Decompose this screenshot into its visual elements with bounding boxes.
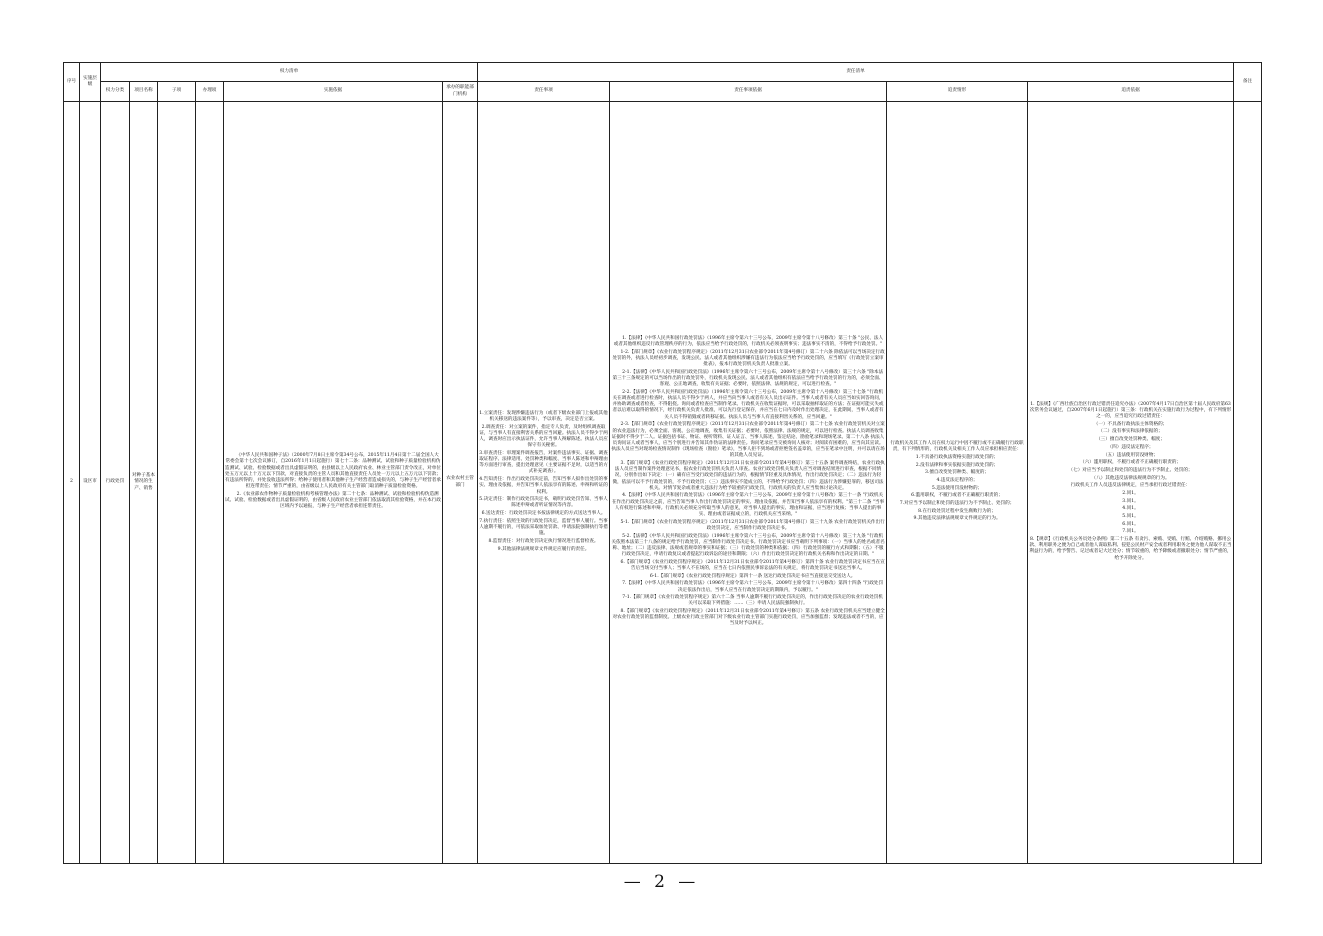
duty-basis-paragraph: 8.【部门规章】《农业行政处罚程序规定》（2011年12月31日农业部令2011年第4号修订）第五条 农业行政处罚机关应当建立健全对农业行政处罚的监督制度。上级农业行政主管部门对下级农业行政主管部门实施行政处罚，应当加强监督；发现违法或者不当的，应当及时予以纠正。 <box>612 609 885 627</box>
cell-item-name: 对种子基本情况的生产、销售 <box>130 102 158 864</box>
header-level: 实施层级 <box>80 63 101 102</box>
cell-sub-item <box>158 102 196 864</box>
accountability-item: 7.对应当予以制止和处罚的违法行为不予制止、处罚的； <box>899 500 1015 506</box>
accountability-basis-item: （七）对应当予以制止和处罚的违法行为不予制止、处罚的； <box>1068 467 1193 473</box>
duty-basis-paragraph: 7-1.【部门规章】《农业行政处罚程序规定》第六十二条 当事人逾期不履行行政处罚决定的，作出行政处罚决定的农业行政处罚机关可以采取下列措施：……（三）申请人民法院强制执行。 <box>622 595 883 607</box>
accountability-item: 2.没有法律和事实依据实施行政处罚的； <box>915 462 999 468</box>
accountability-basis-item: 4.同1。 <box>1122 506 1139 512</box>
basis-paragraph: 2.《农业部农作物种子质量检验机构考核管理办法》第二十七条：品种测试、试验和检验机构伪造测试、试验、检验数据或者出具虚假证明的，由省级人民政府农业主管部门依法取消其检验资格，并在本行政区域内予以通报，与种子生产经营者承担连带责任。 <box>225 491 441 510</box>
accountability-item: 8.在行政处罚过程中发生腐败行为的； <box>918 508 996 514</box>
duty-item: 3.审查责任：审理案件调查报告，对案件违法事实、证据、调查取证程序、法律适用、处罚种类和幅度、当事人陈述和申辩理由等方面进行审查，提出处理意见（主要证据不足时，以适当的方式补充调查）。 <box>479 450 608 475</box>
duty-basis-paragraph: 5-1.【部门规章】《农业行政处罚程序规定》（2011年12月31日农业部令2011年第4号修订）第三十九条 农业行政处罚机关作出行政处罚决定，应当制作行政处罚决定书。 <box>620 519 885 531</box>
header-dept: 承办的职能部门机构 <box>443 82 478 102</box>
basis-paragraph: 《中华人民共和国种子法》（2000年7月8日主席令第34号公布，2015年11月4日第十二届全国人大常委会第十七次会议修订，自2016年1月1日起施行）第七十二条：品种测试、试验和种子质量检验机构伪造测试、试验、检验数据或者出具虚假证明的，由县级以上人民政府农业、林业主管部门责令改正，对单位处五万元以上十万元以下罚款，对直接负责的主管人员和其他直接责任人员处一万元以上五万元以下罚款；有违法所得的，并处没收违法所得；给种子使用者和其他种子生产经营者造成损失的，与种子生产经营者承担连带责任；情节严重的，由省级以上人民政府有关主管部门取消种子质量检验资格。 <box>225 453 441 490</box>
header-remark: 备注 <box>1234 63 1262 102</box>
header-power-list: 权力清单 <box>101 63 478 82</box>
header-handling-item: 办理项 <box>196 82 224 102</box>
accountability-basis-item: （五）违法使用罚没财物； <box>1102 452 1159 458</box>
duty-item: 6.送达责任：行政处罚决定书按法律规定的方式送达当事人。 <box>481 511 606 517</box>
cell-duties <box>478 102 610 864</box>
cell-accountability-basis <box>1028 102 1234 864</box>
duty-item: 1.立案责任：发现涉嫌违法行为（或者下级农业部门上报或其他机关移送的违法案件等），予以审查，决定是否立案。 <box>479 410 608 422</box>
accountability-basis-item: （六）滥用职权，不履行或者不正确履行职责的； <box>1079 460 1182 466</box>
header-sub-item: 子项 <box>158 82 196 102</box>
accountability-item: 6.滥用职权，不履行或者不正确履行职责的； <box>911 493 1003 499</box>
header-power-category: 权力分类 <box>101 82 130 102</box>
duty-basis-paragraph: 1.【法律】《中华人民共和国行政处罚法》（1996年主席令第六十三号公布，2009年主席令第十八号修改）第三十条 "公民、法人或者其他组织违反行政管理秩序的行为，依法应当给予行政处罚的，行政机关必须查明事实；违法事实不清的，不得给予行政处罚。" <box>613 335 884 348</box>
duty-basis-paragraph: 1-2.【部门规章】《农业行政处罚程序规定》（2011年12月31日农业部令2011年第4号修订）第二十六条 除依法可以当场决定行政处罚的外，执法人员经初步调查，发现公民、法人或者其他组织涉嫌有违法行为依法应当给予行政处罚的，应当填写《行政处罚立案审批表》，报本行政处罚机关负责人批准立案。 <box>612 349 885 368</box>
duty-item: 8.监督责任：对行政处罚决定执行情况进行监督检查。 <box>488 538 599 544</box>
header-duties: 责任事项 <box>478 82 610 102</box>
duty-item: 9.其他法律法规规章文件规定应履行的责任。 <box>497 546 590 552</box>
accountability-basis-item: （八）其他违反法律法规规章的行为。 <box>1091 475 1170 481</box>
duty-basis-paragraph: 4.【法律】《中华人民共和国行政处罚法》（1996年主席令第六十三号公布，2009年主席令第十八号修改）第三十一条 "行政机关在作出行政处罚决定之前，应当告知当事人作出行政处罚决定的事实、理由及依据，并告知当事人依法享有的权利。"第三十二条 "当事人有权进行陈述和申辩。行政机关必须充分听取当事人的意见，对当事人提出的事实、理由和证据，应当进行复核；当事人提出的事实、理由或者证据成立的，行政机关应当采纳。" <box>611 493 885 517</box>
accountability-item: 1.不具备行政执法资格实施行政处罚的； <box>915 454 999 460</box>
cell-power-category: 行政处罚 <box>101 102 130 864</box>
cell-level: 设区市 <box>80 102 101 864</box>
accountability-basis-item: 6.同1。 <box>1122 521 1139 527</box>
header-seq: 序号 <box>64 63 80 102</box>
header-duty-list: 责任清单 <box>478 63 1234 82</box>
accountability-basis-item: 3.同1。 <box>1122 498 1139 504</box>
accountability-item: 9.其他违反法律法规规章文件规定的行为。 <box>913 516 1001 522</box>
duty-item: 7.执行责任：依照生效的行政处罚决定，监督当事人履行。当事人逾期不履行的，可依法采取加处罚款、申请法院强制执行等措施。 <box>479 518 608 537</box>
page-number: — 2 — <box>623 872 700 892</box>
header-duty-basis: 责任事项依据 <box>610 82 887 102</box>
header-item-name: 项目名称 <box>130 82 158 102</box>
power-duty-table <box>63 62 1262 864</box>
duty-item: 2.调查责任：对立案的案件，指定专人负责，及时组织调查取证，与当事人有直接利害关系的应当回避。执法人员不得少于两人，调查时应出示执法证件，允许当事人辩解陈述。执法人员应保守有关秘密。 <box>479 424 608 449</box>
accountability-basis-item: 8.【规章】《行政机关公务员处分条例》第二十五条 有贪污、索贿、受贿、行贿、介绍贿赂、挪用公款、利用职务之便为自己或者他人谋取私利、侵犯公民财产安全或者利用职务之便为他人谋取不正当利益行为的，给予警告、记过或者记大过处分；情节较重的，给予降级或者撤职处分；情节严重的，给予开除处分。 <box>1029 537 1232 561</box>
cell-remark <box>1234 102 1262 864</box>
cell-accountability <box>887 102 1028 864</box>
cell-handling-item <box>196 102 224 864</box>
duty-basis-paragraph: 5-2.【法律】《中华人民共和国行政处罚法》（1996年主席令第六十三号公布，2009年主席令第十八号修改）第三十九条 "行政机关依照本法第三十八条的规定给予行政处罚，应当制作行政处罚决定书。行政处罚决定书应当载明下列事项：（一）当事人的姓名或者名称、地址；（二）违反法律、法规或者规章的事实和证据；（三）行政处罚的种类和依据；（四）行政处罚的履行方式和期限；（五）不服行政处罚决定，申请行政复议或者提起行政诉讼的途径和期限；（六）作出行政处罚决定的行政机关名称和作出决定的日期。" <box>611 533 885 558</box>
accountability-basis-item: 1.【法规】《广西壮族自治区行政过错责任追究办法》（2007年4月17日自治区第十届人民政府第63次常务会议通过，自2007年6月1日起施行）第三条：行政机关在实施行政行为过程中，有下列情形之一的，应当追究行政过错责任： <box>1029 401 1232 420</box>
header-basis: 实施依据 <box>224 82 443 102</box>
accountability-basis-item: 2.同1。 <box>1122 490 1139 496</box>
accountability-basis-item: （四）违反法定程序； <box>1107 444 1154 450</box>
accountability-basis-item: 7.同1。 <box>1122 529 1139 535</box>
accountability-item: 5.违法使用罚没财物的； <box>931 485 983 491</box>
accountability-item: 3.擅自改变处罚种类、幅度的； <box>924 470 990 476</box>
accountability-item: 4.违反法定程序的； <box>936 477 978 483</box>
table-row <box>64 102 1262 864</box>
cell-duty-basis <box>610 102 887 864</box>
cell-seq: 2 <box>64 102 80 864</box>
cell-dept: 农业农村主管部门 <box>443 102 478 864</box>
accountability-basis-item: （二）没有事实和法律依据的； <box>1098 429 1163 435</box>
accountability-basis-item: （一）不具备行政执法主体资格的； <box>1093 421 1168 427</box>
duty-item: 5.决定责任：制作行政处罚决定书，载明行政处罚告知、当事人陈述申辩或者听证情况等内容。 <box>479 497 608 509</box>
duty-basis-paragraph: 2-3.【部门规章】《农业行政处罚程序规定》（2011年12月31日农业部令2011年第4号修订）第二十七条 农业行政处罚机关对立案的农业违法行为，必须全面、客观、公正地调查，收集有关证据；必要时，依照法律、法规的规定，可以进行检查。执法人员调查收集证据时不得少于二人。证据包括书证、物证、视听资料、证人证言、当事人陈述、鉴定结论、勘验笔录和现场笔录。第二十八条 执法人员询问证人或者当事人，应当个别进行并告知其作伪证的法律责任。询问笔录应当交被询问人核对；对阅读有困难的，应当向其宣读。执法人员应当对现场检查情况制作《现场检查（勘验）笔录》，当事人拒不到场或者拒绝签名盖章的，应当在笔录中注明，并可以请在场的其他人员见证。 <box>611 422 885 459</box>
header-accountability-basis: 追责依据 <box>1028 82 1234 102</box>
duty-basis-paragraph: 7.【法律】《中华人民共和国行政处罚法》（1996年主席令第六十三号公布，2009年主席令第十八号修改）第四十四条 "行政处罚决定依法作出后，当事人应当在行政处罚决定的期限内，予以履行。" <box>622 581 884 593</box>
duty-basis-paragraph: 6-1.【部门规章】《农业行政处罚程序规定》第四十一条 送达行政处罚决定书应当直接送交受送达人。 <box>649 573 856 579</box>
duty-basis-paragraph: 2-2.【法律】《中华人民共和国行政处罚法》（1996年主席令第六十三号公布，2009年主席令第十八号修改）第三十七条 "行政机关在调查或者进行检查时，执法人员不得少于两人，并应当向当事人或者有关人员出示证件。当事人或者有关人员应当如实回答询问，并协助调查或者检查，不得阻挠。询问或者检查应当制作笔录。行政机关在收集证据时，可以采取抽样取证的方法；在证据可能灭失或者以后难以取得的情况下，经行政机关负责人批准，可以先行登记保存，并应当在七日内及时作出处理决定，在此期间，当事人或者有关人员不得销毁或者转移证据。执法人员与当事人有直接利害关系的，应当回避。" <box>612 389 884 420</box>
duty-item: 4.告知责任：作出行政处罚决定前，告知当事人拟作出处罚的事实、理由及依据，并告知当事人依法享有的陈述、申辩和听证的权利。 <box>479 477 608 495</box>
cell-basis <box>224 102 443 864</box>
accountability-basis-item: 5.同1。 <box>1122 514 1139 519</box>
duty-basis-paragraph: 6.【部门规章】《农业行政处罚程序规定》（2011年12月31日农业部令2011年第4号修订）第四十条 农业行政处罚决定书应当在宣告后当场交付当事人；当事人不在场的，应当在七日内依照民事诉讼法的有关规定，将行政处罚决定书送达当事人。 <box>620 559 885 571</box>
accountability-basis-item: （三）擅自改变处罚种类、幅度； <box>1096 437 1165 443</box>
duty-basis-paragraph: 2-1.【法律】《中华人民共和国行政处罚法》（1996年主席令第六十三号公布，2009年主席令第十八号修改）第三十六条 "除本法第三十三条规定的可以当场作出的行政处罚外，行政机关发现公民、法人或者其他组织有依法应当给予行政处罚的行为的，必须全面、客观、公正地调查，收集有关证据；必要时，依照法律、法规的规定，可以进行检查。" <box>612 369 884 388</box>
accountability-item: 行政机关及其工作人员在权力运行中因不履行或不正确履行行政职责，有下列情形的，行政机关及相关工作人员应承担相应责任： <box>890 440 1024 453</box>
accountability-basis-item: 行政机关工作人员违反法律规定，应当承担行政过错责任： <box>1070 483 1191 489</box>
duty-basis-paragraph: 3.【部门规章】《农业行政处罚程序规定》（2011年12月31日农业部令2011年第4号修订）第三十五条 案件调查终结，农业行政执法人员应当制作案件处理意见书，报农业行政处罚机关负责人审查。农业行政处罚机关负责人应当对调查结果进行审查，根据不同情况，分别作出如下决定：（一）确有应当受行政处罚的违法行为的，根据情节轻重及具体情况，作出行政处罚决定；（二）违法行为轻微，依法可以不予行政处罚的，不予行政处罚；（三）违法事实不能成立的，不得给予行政处罚；（四）违法行为涉嫌犯罪的，移送司法机关。对情节复杂或者重大违法行为给予较重的行政处罚，行政机关的负责人应当集体讨论决定。 <box>612 460 885 491</box>
document-table-container <box>63 62 1261 864</box>
header-accountability: 追责情形 <box>887 82 1028 102</box>
